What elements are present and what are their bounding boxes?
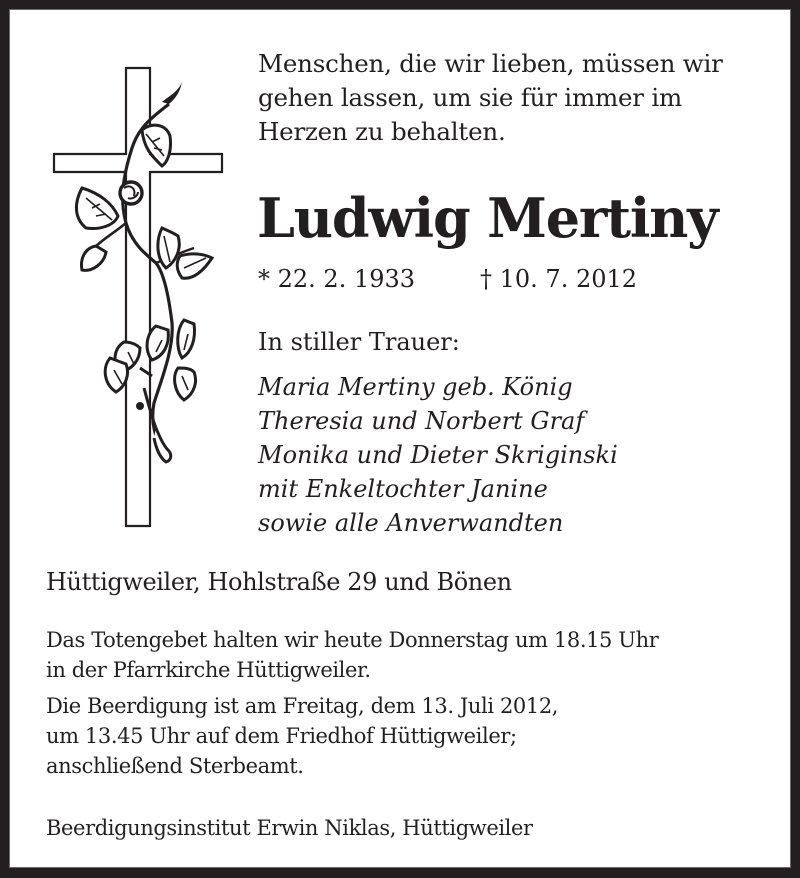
family-line: Monika und Dieter Skriginski [258,441,618,469]
family-list [258,370,618,540]
undertaker-credit: Beerdigungsinstitut Erwin Niklas, Hüttigweiler [46,816,533,840]
quote-line: Menschen, die wir lieben, müssen wir [258,49,723,78]
prayer-line: Das Totengebet halten wir heute Donnerstag um 18.15 Uhr [46,628,659,652]
funeral-line: um 13.45 Uhr auf dem Friedhof Hüttigweiler; [46,724,517,748]
memorial-quote [258,47,723,149]
death-date: † 10. 7. 2012 [480,265,638,293]
life-dates [258,262,638,296]
quote-line: Herzen zu behalten. [258,117,506,146]
quote-line: gehen lassen, um sie für immer im [258,83,683,112]
family-line: sowie alle Anverwandten [258,509,564,537]
birth-date: * 22. 2. 1933 [258,265,416,293]
family-address: Hüttigweiler, Hohlstraße 29 und Bönen [46,568,512,596]
mourning-label: In stiller Trauer: [258,328,460,356]
obituary-notice [9,9,791,868]
prayer-line: in der Pfarrkirche Hüttigweiler. [46,658,371,682]
funeral-line: anschließend Sterbeamt. [46,754,304,778]
deceased-name: Ludwig Mertiny [257,186,718,250]
cross-with-rose-icon [44,58,234,538]
prayer-info [46,625,658,685]
family-line: Maria Mertiny geb. König [258,373,573,401]
family-line: Theresia und Norbert Graf [258,407,585,435]
funeral-line: Die Beerdigung ist am Freitag, dem 13. Juli 2012, [46,694,559,718]
family-line: mit Enkeltochter Janine [258,475,548,503]
funeral-info [46,691,558,781]
